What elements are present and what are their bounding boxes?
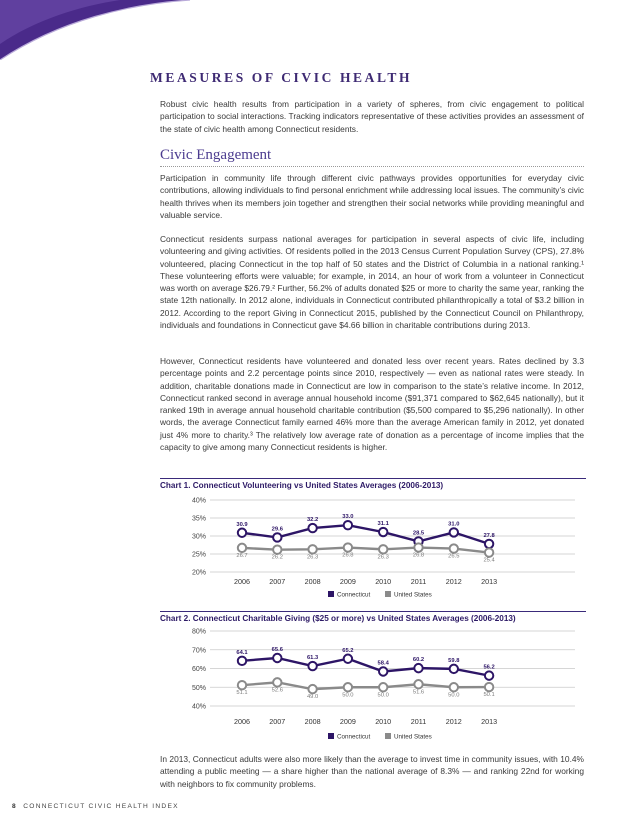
chart1-point-0	[485, 540, 493, 548]
chart2-x-tick-label: 2013	[481, 717, 498, 726]
chart2-point-1	[344, 683, 352, 691]
chart2-x-tick-label: 2010	[375, 717, 392, 726]
chart2-point-1	[414, 680, 422, 688]
chart1-point-0	[344, 521, 352, 529]
section-title: Civic Engagement	[160, 147, 272, 163]
chart2-point-1	[379, 683, 387, 691]
chart2-point-1	[450, 683, 458, 691]
chart1-legend-swatch-0	[328, 591, 334, 597]
chart1-data-label-1: 26.7	[236, 552, 248, 559]
chart2-title: Chart 2. Connecticut Charitable Giving ($25 or more) vs United States Averages (2006-2013)	[160, 614, 516, 623]
chart1-data-label-1: 26.8	[412, 552, 425, 559]
chart1-point-0	[379, 528, 387, 536]
chart2-y-tick-label: 80%	[191, 628, 206, 636]
chart1-data-label-0: 30.9	[236, 521, 248, 528]
chart1-data-label-0: 27.8	[483, 532, 495, 539]
chart1-y-tick-label: 20%	[191, 569, 206, 577]
chart1-x-tick-label: 2008	[304, 577, 321, 586]
chart1-data-label-0: 31.0	[448, 521, 460, 528]
chart1-y-tick-label: 40%	[191, 497, 206, 505]
chart1-volunteering	[160, 490, 586, 602]
chart1-point-0	[273, 533, 281, 541]
chart2-data-label-0: 56.2	[483, 664, 495, 671]
chart2-point-1	[485, 683, 493, 691]
paragraph-decline: However, Connecticut residents have volunteered and donated less over recent years. Rates declined by 3.3 percentage points and 2.2 percentage points since 2010, respectively — even as national rates were steady. In addition, charitable donations made in Connecticut are low in comparison to the state’s relative income. In 2012, Connecticut ranked second in average annual household income ($91,371 compared to $62,645 nationally), but it ranked 19th in average annual household charitable contribution ($5,500 compared to $5,296 nationally). In other words, the average Connecticut family earned 46% more than the average American family in 2012, yet donated just 4% more to charity.³ The relatively low average rate of donation as a percentage of income implies that the capacity to give among many Connecticut residents is higher.	[160, 356, 584, 453]
footer-page-number: 8	[12, 803, 17, 810]
chart1-legend-label-1: United States	[394, 591, 432, 599]
chart1-point-0	[308, 524, 316, 532]
chart1-data-label-1: 26.5	[448, 553, 460, 560]
intro-paragraph: Robust civic health results from participation in a variety of spheres, from civic engagement to political participation to social interactions. Tracking indicators representative of these activities provides an assessment of the state of civic health among Connecticut residents.	[160, 99, 584, 134]
chart2-y-tick-label: 40%	[191, 703, 206, 711]
chart1-y-tick-label: 25%	[191, 551, 206, 559]
chart1-data-label-1: 26.8	[342, 552, 354, 559]
chart2-point-1	[308, 685, 316, 693]
chart1-x-tick-label: 2011	[410, 577, 427, 586]
chart2-legend-swatch-1	[385, 733, 391, 739]
chart1-point-0	[238, 529, 246, 537]
chart1-legend-label-0: Connecticut	[337, 591, 371, 599]
closing-paragraph: In 2013, Connecticut adults were also more likely than the average to invest time in community issues, with 10.4% attending a public meeting — a share higher than the national average of 8.3% — and ranking 22nd for working with neighbors to fix community problems.	[160, 754, 584, 789]
page-heading: MEASURES OF CIVIC HEALTH	[150, 70, 413, 85]
chart2-data-label-1: 51.6	[412, 689, 425, 696]
chart2-data-label-0: 65.6	[271, 647, 283, 653]
chart2-point-0	[414, 664, 422, 672]
chart2-data-label-0: 64.1	[236, 649, 248, 656]
chart2-y-tick-label: 70%	[191, 647, 206, 655]
chart2-point-0	[344, 655, 352, 663]
chart2-data-label-1: 49.0	[306, 694, 319, 701]
chart1-data-label-1: 25.4	[483, 557, 495, 564]
chart1-data-label-1: 26.3	[306, 554, 319, 561]
footer-publication: CONNECTICUT CIVIC HEALTH INDEX	[23, 803, 179, 810]
chart2-data-label-0: 59.8	[448, 657, 460, 664]
chart1-point-1	[344, 543, 352, 551]
corner-decoration	[0, 0, 200, 60]
chart1-data-label-0: 28.5	[412, 530, 425, 537]
chart1-x-tick-label: 2009	[339, 577, 356, 586]
chart2-x-tick-label: 2007	[269, 717, 286, 726]
chart1-point-1	[238, 544, 246, 552]
chart2-point-0	[485, 671, 493, 679]
chart2-data-label-1: 52.6	[271, 687, 283, 694]
chart2-legend-swatch-0	[328, 733, 334, 739]
chart2-data-label-1: 50.1	[483, 692, 495, 699]
chart2-legend-label-0: Connecticut	[337, 733, 371, 741]
chart1-data-label-1: 26.2	[271, 554, 283, 561]
chart1-y-tick-label: 30%	[191, 533, 206, 541]
chart1-title: Chart 1. Connecticut Volunteering vs United States Averages (2006-2013)	[160, 481, 444, 490]
chart2-point-0	[308, 662, 316, 670]
chart2-data-label-1: 50.0	[448, 692, 460, 699]
chart1-point-1	[485, 548, 493, 556]
chart2-data-label-0: 61.3	[306, 655, 319, 662]
chart1-point-1	[308, 545, 316, 553]
chart2-x-tick-label: 2009	[339, 717, 356, 726]
chart2-data-label-1: 50.0	[342, 692, 354, 699]
chart1-point-1	[414, 543, 422, 551]
page-footer	[12, 803, 179, 810]
chart1-x-tick-label: 2012	[445, 577, 462, 586]
chart1-data-label-0: 33.0	[342, 514, 354, 521]
chart1-x-tick-label: 2006	[234, 577, 250, 586]
chart2-data-label-0: 60.2	[412, 657, 425, 664]
chart2-y-tick-label: 50%	[191, 684, 206, 692]
chart1-data-label-0: 29.6	[271, 526, 283, 533]
chart1-point-1	[450, 544, 458, 552]
chart2-data-label-1: 51.1	[236, 690, 248, 697]
chart2-data-label-0: 65.2	[342, 647, 354, 654]
chart1-point-0	[450, 528, 458, 536]
chart2-x-tick-label: 2006	[234, 717, 250, 726]
chart2-legend-label-1: United States	[394, 733, 432, 741]
chart2-point-0	[379, 667, 387, 675]
section-divider	[160, 166, 584, 167]
chart2-point-1	[238, 681, 246, 689]
chart2-point-1	[273, 678, 281, 686]
chart1-point-1	[379, 545, 387, 553]
chart1-data-label-1: 26.3	[377, 554, 389, 561]
chart1-data-label-0: 32.2	[306, 517, 319, 524]
chart2-data-label-0: 58.4	[377, 660, 389, 667]
chart1-x-tick-label: 2007	[269, 577, 286, 586]
chart2-data-label-1: 50.0	[377, 692, 389, 699]
chart1-legend-swatch-1	[385, 591, 391, 597]
chart2-x-tick-label: 2008	[304, 717, 321, 726]
paragraph-participation: Participation in community life through different civic pathways provides opportunities for everyday civic contributions, allowing individuals to find personal enrichment while addressing local issues. The community’s civic health thrives when its members join together and strengthen their social networks while providing meaningful and valuable service.	[160, 173, 584, 220]
chart2-x-tick-label: 2012	[445, 717, 462, 726]
chart1-y-tick-label: 35%	[191, 515, 206, 523]
chart2-point-0	[273, 654, 281, 662]
chart2-giving	[160, 624, 586, 746]
paragraph-volunteering: Connecticut residents surpass national averages for participation in several aspects of civic life, including volunteering and giving activities. Of residents polled in the 2013 Census Current Population Survey (CPS), 27.8% volunteered, placing Connecticut in the top half of 50 states and the District of Columbia in a national ranking.¹ These volunteering efforts were valuable; for example, in 2014, an hour of work from a volunteer in Connecticut was worth on average $26.79.² Further, 56.2% of adults donated $25 or more to charity the same year, ranking the state 12th nationally. In 2012 alone, individuals in Connecticut contributed philanthropically a total of $3.2 billion in 2012. According to the report Giving in Connecticut 2015, published by the Connecticut Council on Philanthropy, individuals and foundations in Connecticut gave $4.66 billion in charitable contributions during 2013.	[160, 234, 584, 331]
chart1-x-tick-label: 2013	[481, 577, 498, 586]
chart2-point-0	[238, 657, 246, 665]
chart1-top-rule	[160, 478, 586, 479]
chart2-point-0	[450, 665, 458, 673]
chart1-data-label-0: 31.1	[377, 521, 389, 528]
chart2-top-rule	[160, 611, 586, 612]
chart1-x-tick-label: 2010	[375, 577, 392, 586]
chart2-x-tick-label: 2011	[410, 717, 427, 726]
chart1-point-1	[273, 545, 281, 553]
chart2-y-tick-label: 60%	[191, 666, 206, 673]
